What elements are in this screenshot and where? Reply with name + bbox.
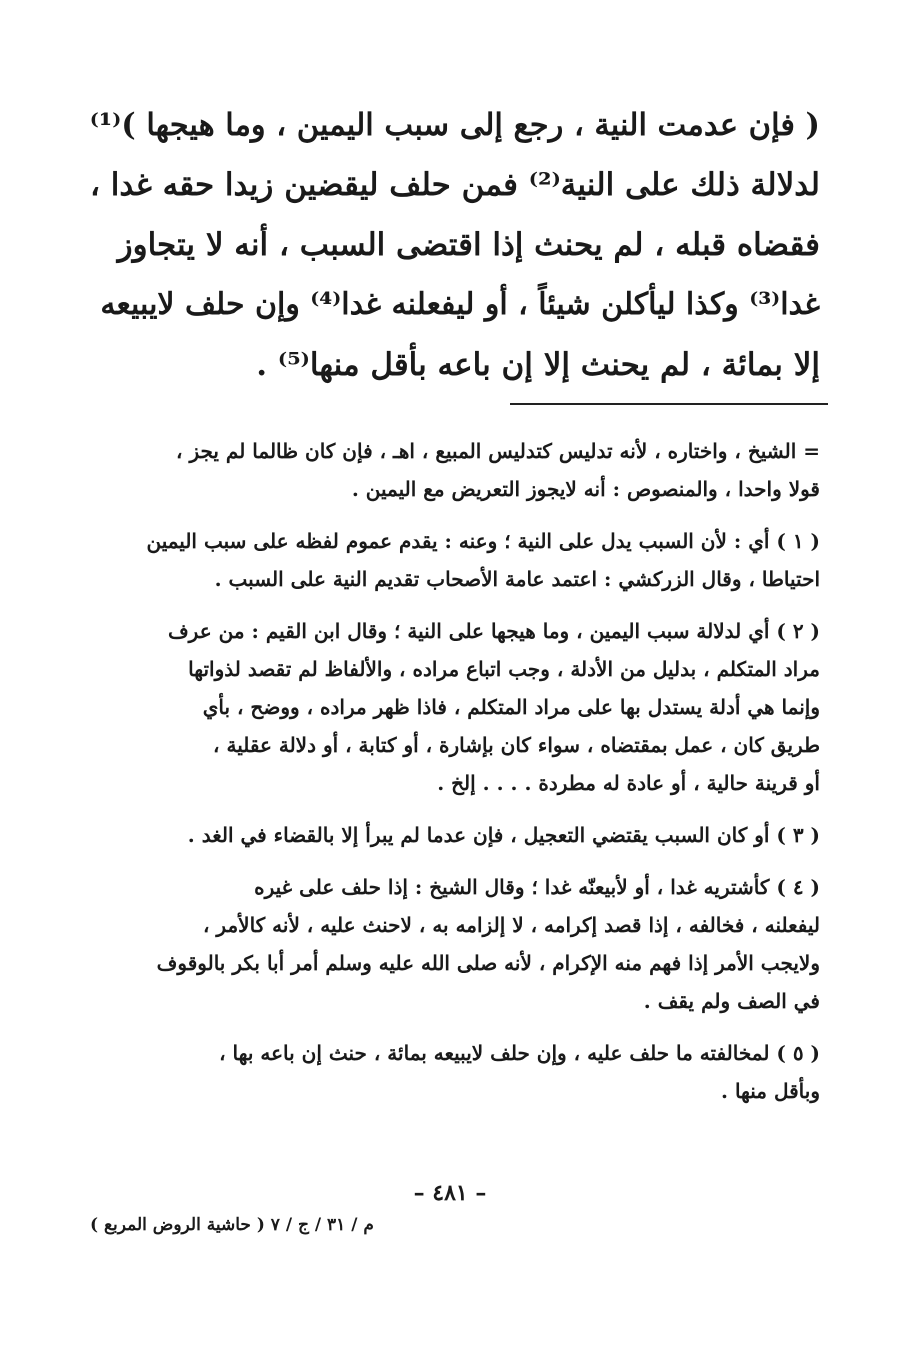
footnote-2 <box>95 612 820 802</box>
footnote-line: في الصف ولم يقف . <box>643 989 820 1013</box>
main-line: فقضاه قبله ، لم يحنث إذا اقتضى السبب ، أنه لا يتجاوز <box>117 227 820 263</box>
footnote-line: ( ١ ) أي : لأن السبب يدل على النية ؛ وعنه : يقدم عموم لفظه على سبب اليمين <box>146 529 820 553</box>
footnote-line: ولايجب الأمر إذا فهم منه الإكرام ، لأنه صلى الله عليه وسلم أمر أبا بكر بالوقوف <box>156 951 820 975</box>
footnote-3 <box>95 816 820 854</box>
footnote-5 <box>95 1034 820 1110</box>
footnotes <box>95 432 820 1124</box>
footnote-line: ليفعلنه ، فخالفه ، إذا قصد إكرامه ، لا إلزامه به ، لاحنث عليه ، لأنه كالأمر ، <box>203 913 820 937</box>
signature-line: م / ٣١ / ج / ٧ ( حاشية الروض المربع ) <box>90 1215 374 1235</box>
footnote-1 <box>95 522 820 598</box>
footnote-4 <box>95 868 820 1020</box>
page-number: – ٤٨١ – <box>413 1180 487 1206</box>
footnote-line: ( ٥ ) لمخالفته ما حلف عليه ، وإن حلف لايبيعه بمائة ، حنث إن باعه بها ، <box>219 1041 820 1065</box>
footnote-line: وبأقل منها . <box>721 1079 820 1103</box>
footnote-line: أو قرينة حالية ، أو عادة له مطردة . . . . إلخ . <box>437 771 820 795</box>
footnote-line: ( ٤ ) كأشتريه غدا ، أو لأبيعنّه غدا ؛ وقال الشيخ : إذا حلف على غيره <box>254 875 820 899</box>
footnote-line: طريق كان ، عمل بمقتضاه ، سواء كان بإشارة ، أو كتابة ، أو دلالة عقلية ، <box>213 733 820 757</box>
footnote-continuation <box>95 432 820 508</box>
footnote-line: قولا واحدا ، والمنصوص : أنه لايجوز التعريض مع اليمين . <box>351 477 820 501</box>
main-line: لدلالة ذلك على النية⁽²⁾ فمن حلف ليقضين زيدا حقه غدا ، <box>89 167 820 203</box>
footnote-line: مراد المتكلم ، بدليل من الأدلة ، وجب اتباع مراده ، والألفاظ لم تقصد لذواتها <box>188 657 820 681</box>
main-text <box>90 95 820 395</box>
main-line: غدا⁽³⁾ وكذا ليأكلن شيئاً ، أو ليفعلنه غدا⁽⁴⁾ وإن حلف لايبيعه <box>100 287 820 322</box>
footnote-line: ( ٣ ) أو كان السبب يقتضي التعجيل ، فإن عدما لم يبرأ إلا بالقضاء في الغد . <box>187 823 820 847</box>
footnote-line: ( ٢ ) أي لدلالة سبب اليمين ، وما هيجها على النية ؛ وقال ابن القيم : من عرف <box>167 619 820 643</box>
main-line: إلا بمائة ، لم يحنث إلا إن باعه بأقل منها⁽⁵⁾ . <box>256 347 820 383</box>
footnote-line: احتياطا ، وقال الزركشي : اعتمد عامة الأصحاب تقديم النية على السبب . <box>214 567 820 591</box>
main-line: ( فإن عدمت النية ، رجع إلى سبب اليمين ، وما هيجها )⁽¹⁾ <box>89 107 820 143</box>
footnote-divider <box>510 403 828 405</box>
footnote-line: وإنما هي أدلة يستدل بها على مراد المتكلم ، فاذا ظهر مراده ، ووضح ، بأي <box>202 695 820 719</box>
footnote-line: = الشيخ ، واختاره ، لأنه تدليس كتدليس المبيع ، اهـ ، فإن كان ظالما لم يجز ، <box>176 439 820 463</box>
